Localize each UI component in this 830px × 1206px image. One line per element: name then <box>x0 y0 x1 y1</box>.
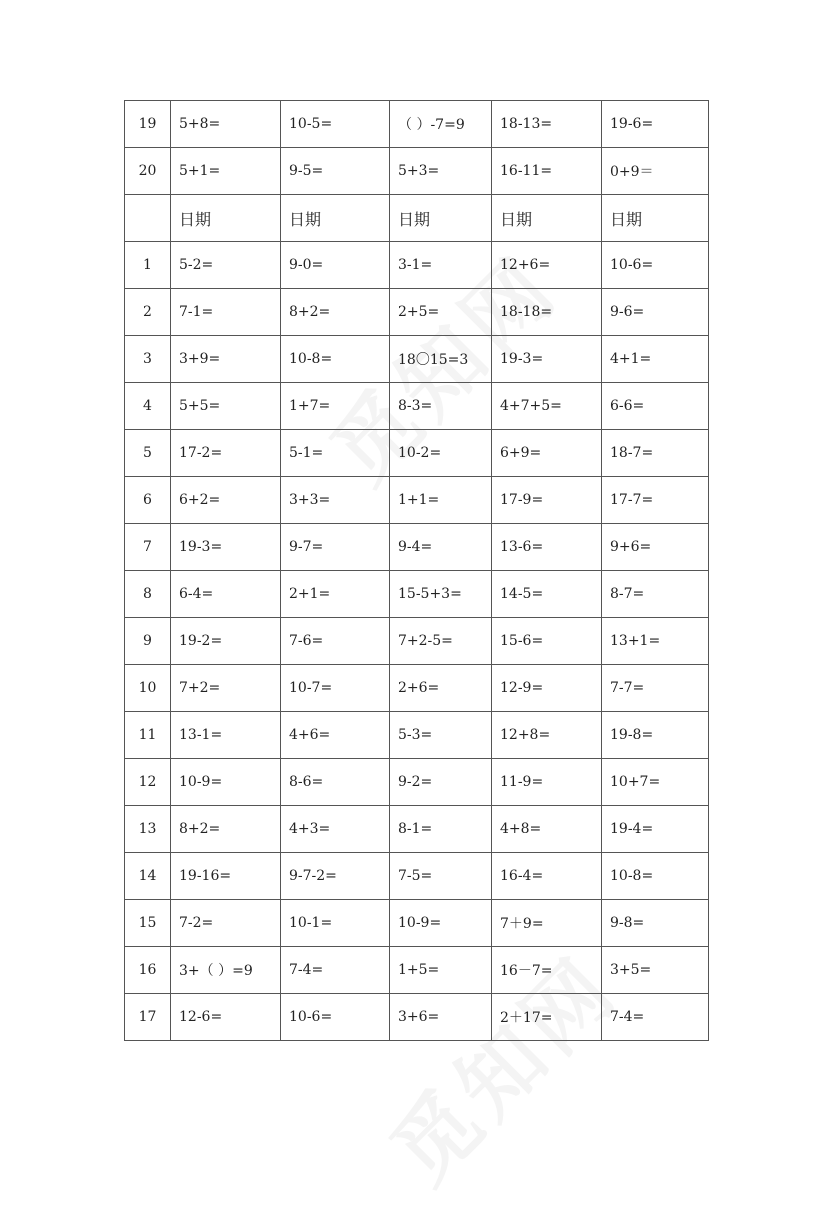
row-number: 7 <box>125 524 171 571</box>
table-row <box>125 101 709 148</box>
problem-cell: 7-4= <box>602 994 709 1041</box>
row-number: 9 <box>125 618 171 665</box>
problem-cell: 10-8= <box>281 336 390 383</box>
problem-cell: 8-7= <box>602 571 709 618</box>
table-row <box>125 618 709 665</box>
problem-cell: 9-2= <box>390 759 492 806</box>
problem-cell: 5+5= <box>171 383 281 430</box>
table-row <box>125 900 709 947</box>
problem-cell: 19-4= <box>602 806 709 853</box>
problem-cell: 10+7= <box>602 759 709 806</box>
problem-cell: 7-5= <box>390 853 492 900</box>
problem-cell: 6+9= <box>492 430 602 477</box>
date-header-cell: 日期 <box>602 195 709 242</box>
problem-cell: 10-2= <box>390 430 492 477</box>
problem-cell: 7＋9= <box>492 900 602 947</box>
date-header-row <box>125 195 709 242</box>
problem-cell: 9-4= <box>390 524 492 571</box>
table-row <box>125 336 709 383</box>
problem-cell: 7+2= <box>171 665 281 712</box>
problem-cell: 10-6= <box>602 242 709 289</box>
date-header-cell <box>125 195 171 242</box>
problem-cell: 5-1= <box>281 430 390 477</box>
problem-cell: 5+8= <box>171 101 281 148</box>
problem-cell: 9-6= <box>602 289 709 336</box>
table-row <box>125 477 709 524</box>
problem-cell: 4+6= <box>281 712 390 759</box>
problem-cell: 2＋17= <box>492 994 602 1041</box>
problem-cell: 1+1= <box>390 477 492 524</box>
problem-cell: 7-6= <box>281 618 390 665</box>
table-row <box>125 853 709 900</box>
problem-cell: 6-6= <box>602 383 709 430</box>
row-number: 17 <box>125 994 171 1041</box>
problem-cell: 3+3= <box>281 477 390 524</box>
problem-cell: 1+7= <box>281 383 390 430</box>
problem-cell: 9-5= <box>281 148 390 195</box>
problem-cell: 9-0= <box>281 242 390 289</box>
problem-cell: 5+3= <box>390 148 492 195</box>
date-header-cell: 日期 <box>390 195 492 242</box>
problem-cell: 8-6= <box>281 759 390 806</box>
row-number: 8 <box>125 571 171 618</box>
problem-cell: 17-7= <box>602 477 709 524</box>
problem-cell: 4+1= <box>602 336 709 383</box>
problem-cell: 7-4= <box>281 947 390 994</box>
problem-cell: 7-2= <box>171 900 281 947</box>
problem-cell: 9-8= <box>602 900 709 947</box>
row-number: 13 <box>125 806 171 853</box>
problem-cell: 6-4= <box>171 571 281 618</box>
problem-cell: 14-5= <box>492 571 602 618</box>
row-number: 2 <box>125 289 171 336</box>
problem-cell: 17-9= <box>492 477 602 524</box>
problem-cell: 17-2= <box>171 430 281 477</box>
date-header-cell: 日期 <box>281 195 390 242</box>
problem-cell: 12-9= <box>492 665 602 712</box>
problem-cell: 4+3= <box>281 806 390 853</box>
problem-cell: 3-1= <box>390 242 492 289</box>
row-number: 3 <box>125 336 171 383</box>
row-number: 5 <box>125 430 171 477</box>
table-row <box>125 148 709 195</box>
date-header-cell: 日期 <box>492 195 602 242</box>
problem-cell: 7-7= <box>602 665 709 712</box>
problem-cell: 8-1= <box>390 806 492 853</box>
problem-cell: 8-3= <box>390 383 492 430</box>
problem-cell: 11-9= <box>492 759 602 806</box>
problem-cell: 10-1= <box>281 900 390 947</box>
problem-cell: 10-8= <box>602 853 709 900</box>
table-row <box>125 806 709 853</box>
problem-cell: 5+1= <box>171 148 281 195</box>
row-number: 4 <box>125 383 171 430</box>
problem-cell: 9-7= <box>281 524 390 571</box>
problem-cell: 15-6= <box>492 618 602 665</box>
problem-cell: 12-6= <box>171 994 281 1041</box>
problem-cell: 16-4= <box>492 853 602 900</box>
problem-cell: 19-2= <box>171 618 281 665</box>
table-row <box>125 242 709 289</box>
problem-cell: 7-1= <box>171 289 281 336</box>
problem-cell: 10-6= <box>281 994 390 1041</box>
problem-cell: 4+8= <box>492 806 602 853</box>
problem-cell: 3+9= <box>171 336 281 383</box>
row-number: 11 <box>125 712 171 759</box>
table-row <box>125 289 709 336</box>
problem-cell: （ ）-7=9 <box>390 101 492 148</box>
problem-cell: 15-5+3= <box>390 571 492 618</box>
table-row <box>125 994 709 1041</box>
problem-cell: 19-6= <box>602 101 709 148</box>
problem-cell: 16－7= <box>492 947 602 994</box>
problem-cell: 4+7+5= <box>492 383 602 430</box>
table-row <box>125 524 709 571</box>
date-header-cell: 日期 <box>171 195 281 242</box>
problem-cell: 2+5= <box>390 289 492 336</box>
problem-cell: 3+（ ）=9 <box>171 947 281 994</box>
problem-cell: 10-7= <box>281 665 390 712</box>
table-row <box>125 430 709 477</box>
row-number: 6 <box>125 477 171 524</box>
problem-cell: 12+8= <box>492 712 602 759</box>
problem-cell: 19-3= <box>171 524 281 571</box>
row-number: 19 <box>125 101 171 148</box>
problem-cell: 19-8= <box>602 712 709 759</box>
problem-cell: 8+2= <box>281 289 390 336</box>
table-row <box>125 712 709 759</box>
table-row <box>125 947 709 994</box>
problem-cell: 7+2-5= <box>390 618 492 665</box>
row-number: 10 <box>125 665 171 712</box>
problem-cell: 13-6= <box>492 524 602 571</box>
problem-cell: 18-13= <box>492 101 602 148</box>
problem-cell: 2+1= <box>281 571 390 618</box>
row-number: 14 <box>125 853 171 900</box>
row-number: 12 <box>125 759 171 806</box>
problem-cell: 18〇15=3 <box>390 336 492 383</box>
row-number: 20 <box>125 148 171 195</box>
problem-cell: 19-16= <box>171 853 281 900</box>
row-number: 15 <box>125 900 171 947</box>
problem-cell: 18-18= <box>492 289 602 336</box>
problem-cell: 18-7= <box>602 430 709 477</box>
table-row <box>125 665 709 712</box>
row-number: 16 <box>125 947 171 994</box>
problem-cell: 3+6= <box>390 994 492 1041</box>
problem-cell: 2+6= <box>390 665 492 712</box>
problem-cell: 3+5= <box>602 947 709 994</box>
problem-cell: 10-5= <box>281 101 390 148</box>
problem-cell: 16-11= <box>492 148 602 195</box>
table-row <box>125 383 709 430</box>
problem-cell: 8+2= <box>171 806 281 853</box>
problem-cell: 13+1= <box>602 618 709 665</box>
table-row <box>125 571 709 618</box>
row-number: 1 <box>125 242 171 289</box>
problem-cell: 13-1= <box>171 712 281 759</box>
problem-cell: 10-9= <box>171 759 281 806</box>
problem-cell: 19-3= <box>492 336 602 383</box>
problem-cell: 5-3= <box>390 712 492 759</box>
problem-cell: 0+9＝ <box>602 148 709 195</box>
problem-cell: 9-7-2= <box>281 853 390 900</box>
problem-cell: 9+6= <box>602 524 709 571</box>
problem-cell: 5-2= <box>171 242 281 289</box>
problem-cell: 12+6= <box>492 242 602 289</box>
arithmetic-practice-table <box>124 100 709 1041</box>
table-row <box>125 759 709 806</box>
problem-cell: 10-9= <box>390 900 492 947</box>
problem-cell: 1+5= <box>390 947 492 994</box>
problem-cell: 6+2= <box>171 477 281 524</box>
